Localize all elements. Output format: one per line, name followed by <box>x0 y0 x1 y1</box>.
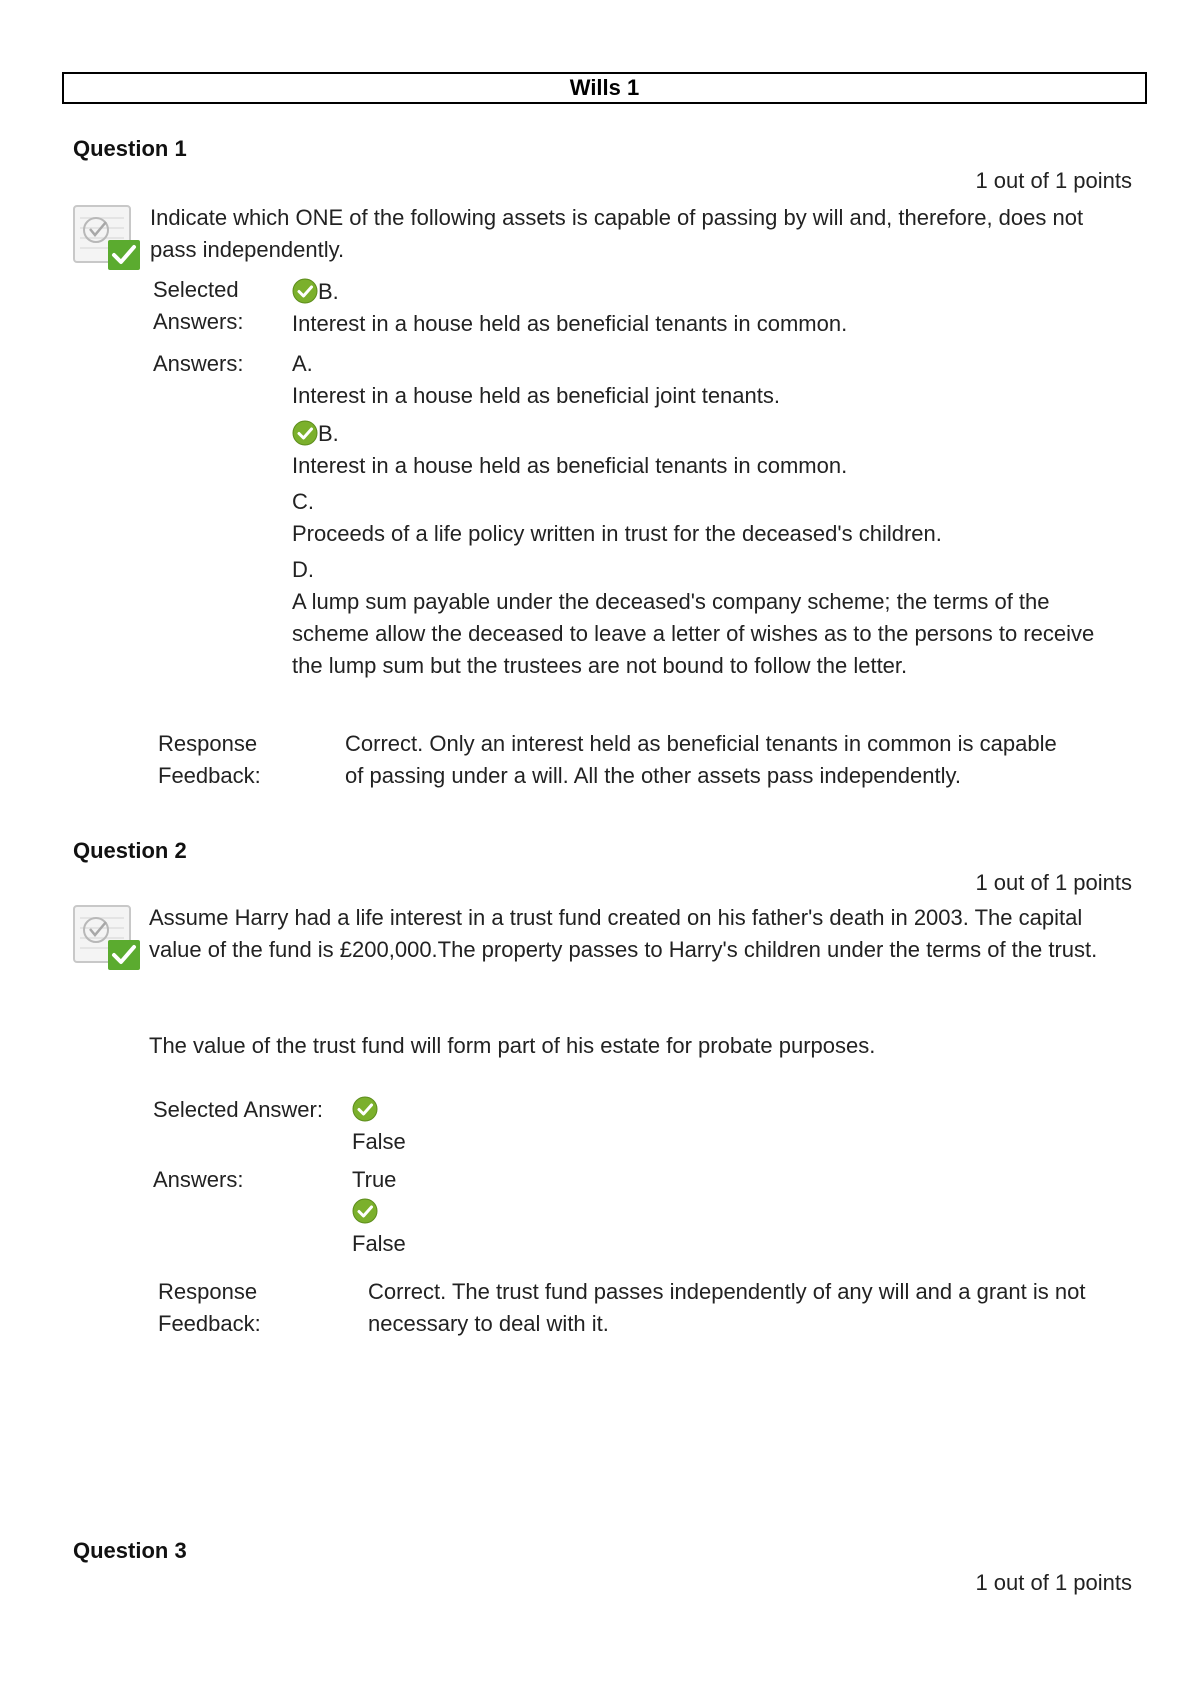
question-3-heading: Question 3 <box>73 1538 187 1563</box>
answer-option-c: C. Proceeds of a life policy written in trust for the deceased's children. <box>292 489 942 546</box>
answers-label: Answers: <box>153 1167 244 1192</box>
answer-option-false: False <box>352 1231 406 1256</box>
selected-answers-label: Selected Answers: <box>153 277 244 334</box>
question-2-heading: Question 2 <box>73 838 187 863</box>
answer-option-true: True <box>352 1167 397 1192</box>
correct-status-icon <box>72 204 144 272</box>
answer-options-list <box>352 1164 406 1260</box>
answer-option-a: A. Interest in a house held as beneficial joint tenants. <box>292 351 780 408</box>
question-2-text: Assume Harry had a life interest in a trust fund created on his father's death in 2003. The capital value of the fund is £200,000.The property passes to Harry's children under the terms of the trust. <box>149 905 1098 962</box>
selected-answer: False <box>352 1094 406 1158</box>
response-feedback: Correct. The trust fund passes independently of any will and a grant is not necessary to deal with it. <box>368 1279 1086 1336</box>
check-icon <box>292 420 318 446</box>
answers-label: Answers: <box>153 351 244 376</box>
response-feedback: Correct. Only an interest held as beneficial tenants in common is capable of passing under a will. All the other assets pass independently. <box>345 731 1057 788</box>
question-1-points: 1 out of 1 points <box>975 168 1132 193</box>
check-icon <box>292 278 318 304</box>
question-2-points: 1 out of 1 points <box>975 870 1132 895</box>
response-feedback-label: Response Feedback: <box>158 731 261 788</box>
question-1-heading: Question 1 <box>73 136 187 161</box>
correct-status-icon <box>72 904 144 972</box>
answer-option-d: D. A lump sum payable under the deceased's company scheme; the terms of the scheme allow the deceased to leave a letter of wishes as to the persons to receive the lump sum but the trustees are not bound to follow the letter. <box>292 557 1095 678</box>
question-3-points: 1 out of 1 points <box>975 1570 1132 1595</box>
check-icon <box>352 1096 378 1122</box>
check-icon <box>352 1198 378 1224</box>
answer-options-list <box>292 348 1112 682</box>
selected-answer: B. Interest in a house held as beneficial tenants in common. <box>292 279 848 336</box>
response-feedback-label: Response Feedback: <box>158 1279 261 1336</box>
answer-option-b: B. Interest in a house held as beneficial tenants in common. <box>292 421 848 478</box>
question-1-text: Indicate which ONE of the following assets is capable of passing by will and, therefore, does not pass independently. <box>150 205 1084 262</box>
question-2-statement: The value of the trust fund will form part of his estate for probate purposes. <box>149 1033 876 1058</box>
selected-answer-label: Selected Answer: <box>153 1097 323 1122</box>
document-title: Wills 1 <box>62 72 1147 104</box>
